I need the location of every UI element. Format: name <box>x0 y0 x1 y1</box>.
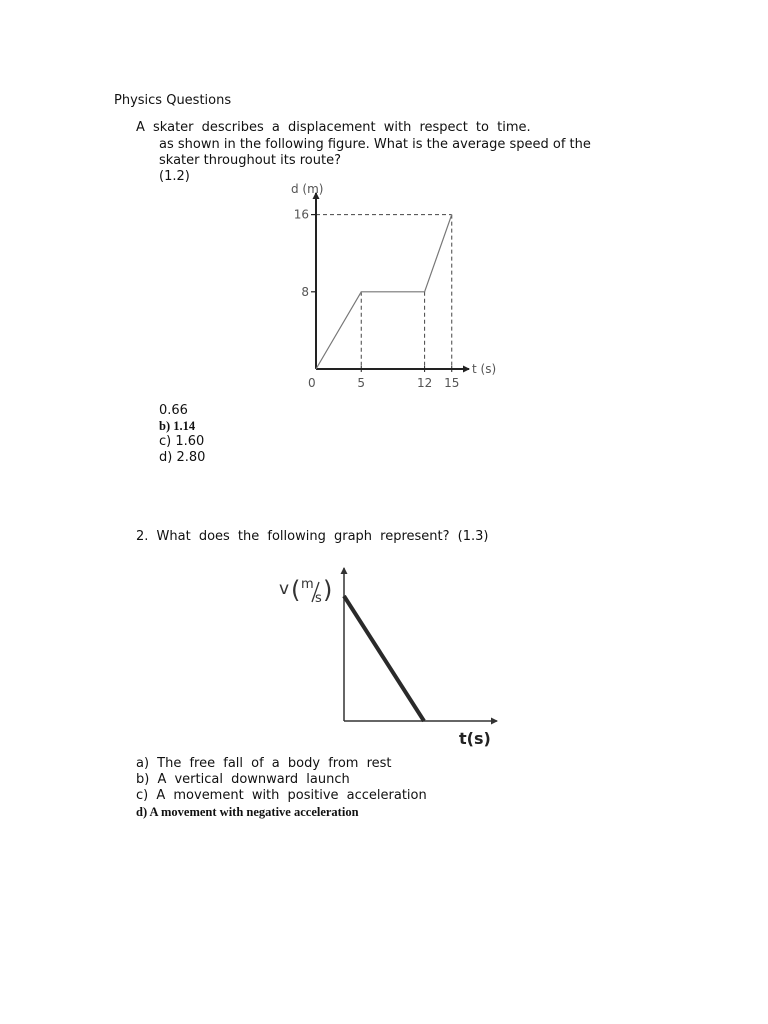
question-2-option-a: a) The free fall of a body from rest <box>136 756 392 771</box>
question-1-line-3: skater throughout its route? <box>159 153 341 168</box>
chart1-x-tick-label: 5 <box>357 376 366 390</box>
chart2-y-axis-label: v <box>279 579 290 599</box>
chart1-y-axis-label: d (m) <box>291 182 324 196</box>
question-2-text: 2. What does the following graph represent? (1.3) <box>136 529 489 544</box>
chart1-x-axis-label: t (s) <box>472 362 497 376</box>
chart1-x-tick-label: 15 <box>444 376 460 390</box>
chart2-x-axis-label: t(s) <box>459 729 491 748</box>
question-1-option-c: c) 1.60 <box>159 434 205 449</box>
question-1-option-d: d) 2.80 <box>159 450 206 465</box>
chart1-y-tick-label: 8 <box>301 284 309 299</box>
question-1-line-2: as shown in the following figure. What is the average speed of the <box>159 137 591 152</box>
chart2-y-label-unit-m: m <box>301 577 314 592</box>
question-2-option-c: c) A movement with positive acceleration <box>136 788 427 803</box>
chart1-x-tick-label: 0 <box>308 376 316 390</box>
question-1-option-b: b) 1.14 <box>159 419 196 433</box>
chart1-x-tick-label: 12 <box>416 376 433 390</box>
chart2-y-label-open-paren: ( <box>291 576 301 604</box>
question-2-option-d: d) A movement with negative acceleration <box>136 805 359 819</box>
chart2-y-label-unit-s: s <box>315 591 322 606</box>
question-2-option-b: b) A vertical downward launch <box>136 772 350 787</box>
question-1-option-a: 0.66 <box>159 403 188 418</box>
chart1-y-tick-label: 16 <box>293 207 309 222</box>
chart2-y-label-close-paren: ) <box>323 576 333 604</box>
chart2-series-line <box>344 596 424 721</box>
question-1-line-1: A skater describes a displacement with respect to time. <box>136 120 531 135</box>
page-title: Physics Questions <box>114 93 232 108</box>
question-1-code: (1.2) <box>159 169 190 184</box>
